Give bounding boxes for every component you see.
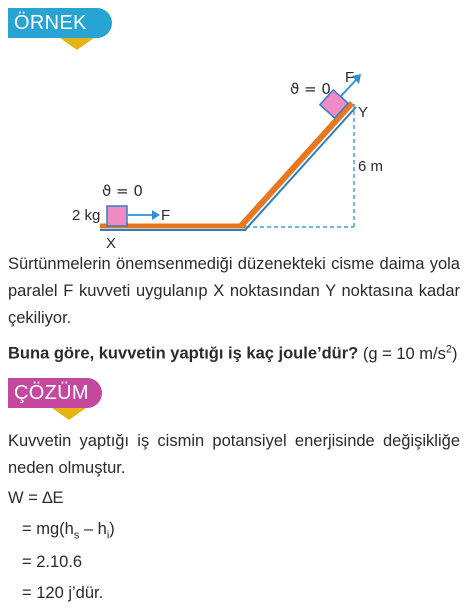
incline-track-underside <box>245 107 356 230</box>
equation-line-3: = 2.10.6 <box>22 553 83 571</box>
question-bold: Buna göre, kuvvetin yaptığı iş kaç joule’dür? <box>8 344 359 363</box>
point-y-label: Y <box>358 104 369 121</box>
question-given: (g = 10 $m/s^2$) <box>362 343 458 363</box>
height-label: 6 m <box>358 158 384 175</box>
ornek-badge-tail <box>60 38 94 50</box>
equation-line-4: = 120 j’dür. <box>22 584 104 602</box>
velocity-label-bottom: ϑ = 0 <box>102 182 143 200</box>
block-bottom <box>107 206 127 226</box>
incline-diagram <box>0 60 474 250</box>
point-x-label: X <box>106 235 117 250</box>
cozum-badge-label: ÇÖZÜM <box>14 382 89 404</box>
problem-text: Sürtünmelerin önemsenmediği düzenekteki cisme daima yola paralel F kuvveti uygulanıp X noktasından Y noktasına kadar çekiliyor. <box>8 255 460 327</box>
solution-text: Kuvvetin yaptığı iş cismin potansiyel enerjisinde değişikliğe neden olmuştur. <box>8 432 460 477</box>
cozum-badge-tail <box>52 408 86 420</box>
cozum-badge <box>8 378 102 408</box>
equation-line-1: W = ∆E <box>8 489 64 507</box>
force-label-top: F <box>345 69 355 86</box>
mass-label: 2 kg <box>72 207 101 224</box>
question <box>8 338 468 365</box>
equation-line-2: = $mg(h_s - h_i)$ <box>22 520 115 542</box>
force-label-bottom: F <box>161 207 171 224</box>
velocity-label-top: ϑ = 0 <box>290 80 331 98</box>
incline-track <box>240 103 352 227</box>
force-arrowhead-bottom <box>152 210 160 220</box>
ornek-badge-label: ÖRNEK <box>14 12 87 34</box>
ornek-badge <box>8 8 112 38</box>
